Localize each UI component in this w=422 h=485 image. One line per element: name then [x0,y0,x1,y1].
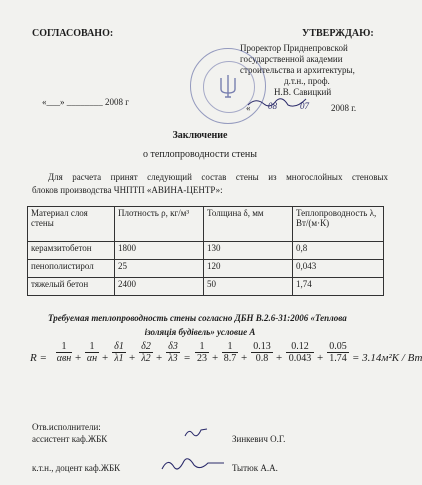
table-row [28,242,384,260]
right-date-suffix: 2008 г. [331,103,357,113]
cell-density: 2400 [115,278,204,296]
cell-thickness: 130 [204,242,293,260]
approver-line-2: государственной академии [240,54,343,64]
signatory-2-name: Тытюк А.А. [232,463,278,473]
formula-term-2: $\frac{\delta 2}{\lambda 2}$ [139,341,153,364]
right-date-month: 07 [300,101,309,111]
formula-lhs: R = [30,352,47,364]
formula-value-3: $\frac{0.05}{1.74}$ [327,341,349,364]
left-date: «___» ________ 2008 г [42,97,129,107]
resistance-formula: R = 1 αвн + 1 αн + $\frac{\delta 1}{\lambda 1}$ + $\frac{\delta 2}{\lambda 2}$ + $\frac{\delta 3}{\lambda 3}$ = $\frac{1}{23}$ + $\frac{1}{8.7}$ + $\frac{0.13}{0.8}$ + $\frac{0.12}{0.043}$ + $\frac{0.05}{1.74}$ = 3.14м²К / Вт [30,341,422,364]
trident-emblem-icon [218,73,238,99]
header-density: Плотность ρ, кг/м³ [115,207,204,242]
approver-line-4: д.т.н., проф. [284,76,330,86]
signatory-1-name: Зинкевич О.Г. [232,434,286,444]
table-row [28,278,384,296]
header-material: Материал слоя стены [28,207,115,242]
intro-line-1: Для расчета принят следующий состав стены из многослойных стеновых [48,172,388,182]
approver-line-5: Н.В. Савицкий [274,87,332,97]
cell-thickness: 50 [204,278,293,296]
cell-conductivity: 0,8 [293,242,384,260]
header-conductivity: Теплопроводность λ, Вт/(м·К) [293,207,384,242]
cell-density: 1800 [115,242,204,260]
header-thickness: Толщина δ, мм [204,207,293,242]
approved-heading: УТВЕРЖДАЮ: [302,28,374,39]
cell-material: пенополистирол [28,260,115,278]
intro-line-2: блоков производства ЧНПТП «АВИНА-ЦЕНТР»: [32,185,223,195]
signatory-2-role: к.т.н., доцент каф.ЖБК [32,463,121,473]
requirement-line-1: Требуемая теплопроводность стены согласно ДБН В.2.6-31:2006 «Теплова [48,313,347,323]
formula-value-out: $\frac{1}{8.7}$ [223,341,237,364]
cell-density: 25 [115,260,204,278]
formula-value-1: $\frac{0.13}{0.8}$ [251,341,273,364]
official-stamp [190,48,266,124]
cell-thickness: 120 [204,260,293,278]
document-subtitle: о теплопроводности стены [142,149,258,160]
materials-table [27,206,384,296]
cell-conductivity: 1,74 [293,278,384,296]
approver-line-1: Проректор Приднепровской [240,43,348,53]
formula-value-in: $\frac{1}{23}$ [197,341,207,364]
signatory-1-role: ассистент каф.ЖБК [32,434,108,444]
right-date-prefix: « [246,103,251,113]
approver-line-3: строительства и архитектуры, [240,65,355,75]
cell-conductivity: 0,043 [293,260,384,278]
table-row [28,260,384,278]
formula-term-3: $\frac{\delta 3}{\lambda 3}$ [166,341,180,364]
formula-term-1: $\frac{\delta 1}{\lambda 1}$ [112,341,126,364]
cell-material: тяжелый бетон [28,278,115,296]
formula-value-2: $\frac{0.12}{0.043}$ [286,341,314,364]
formula-term-in: 1 αвн [56,341,72,364]
agreed-heading: СОГЛАСОВАНО: [32,28,114,39]
right-date-day: 08 [268,101,277,111]
cell-material: керамзитобетон [28,242,115,260]
table-header-row [28,207,384,242]
executors-label: Отв.исполнители: [32,422,101,432]
formula-term-out: 1 αн [86,341,98,364]
requirement-line-2: ізоляція будівель» условие А [144,327,256,337]
signatory-1-signature [183,426,209,440]
document-title: Заключение [172,130,228,141]
signatory-2-signature [158,455,228,475]
formula-result: = 3.14м²К / Вт [352,352,422,364]
